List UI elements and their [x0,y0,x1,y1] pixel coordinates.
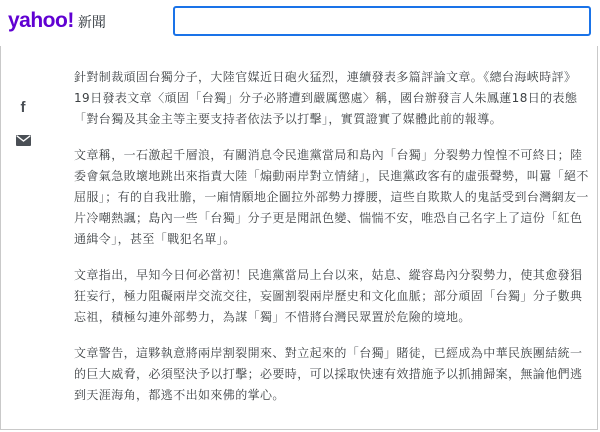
site-header [0,0,600,46]
article-paragraph-1: 針對制裁頑固台獨分子，大陸官媒近日砲火猛烈，連續發表多篇評論文章。《總台海峽時評》19日發表文章〈頑固「台獨」分子必將遭到嚴厲懲處〉稱，國台辦發言人朱鳳蓮18日的表態「對台獨及其金主等主要支持者依法予以打擊」，實質證實了媒體此前的報導。 [74,70,578,126]
article-body [74,67,592,421]
mail-share-icon[interactable] [14,131,32,149]
news-section-label[interactable]: 新聞 [77,15,106,31]
search-box[interactable] [173,6,591,36]
facebook-share-icon[interactable]: f [20,98,26,116]
yahoo-brand[interactable]: yahoo! [8,9,74,32]
envelope-icon [16,135,31,146]
article-paragraph-4: 文章警告，這夥執意將兩岸割裂開來、對立起來的「台獨」賭徒，已經成為中華民族團結統一的巨大威脅，必須堅決予以打擊；必要時，可以採取快速有效措施予以抓捕歸案，無論他們逃到天涯海角，都逃不出如來佛的掌心。 [74,346,583,402]
article-paragraph-3: 文章指出，早知今日何必當初！民進黨當局上台以來，姑息、縱容島內分裂勢力，使其愈發猖狂妄行，極力阻礙兩岸交流交往，妄圖割裂兩岸歷史和文化血脈；部分頑固「台獨」分子數典忘祖，積極勾連外部勢力，為謀「獨」不惜將台灣民眾置於危險的境地。 [74,268,583,324]
article-paragraph-2: 文章稱，一石激起千層浪，有關消息令民進黨當局和島內「台獨」分裂勢力惶惶不可終日；陸委會氣急敗壞地跳出來指責大陸「煽動兩岸對立情緒」，民進黨政客有的虛張聲勢，叫囂「絕不屈服」；有的自我壯膽，一廂情願地企圖拉外部勢力撐腰，這些自欺欺人的鬼話受到台灣網友一片冷嘲熱諷；島內一些「台獨」分子更是聞訊色變、惴惴不安，唯恐自己名字上了這份「紅色通緝令」，甚至「戰犯名單」。 [74,148,589,246]
yahoo-news-logo[interactable] [8,9,106,33]
search-input[interactable] [175,8,589,34]
